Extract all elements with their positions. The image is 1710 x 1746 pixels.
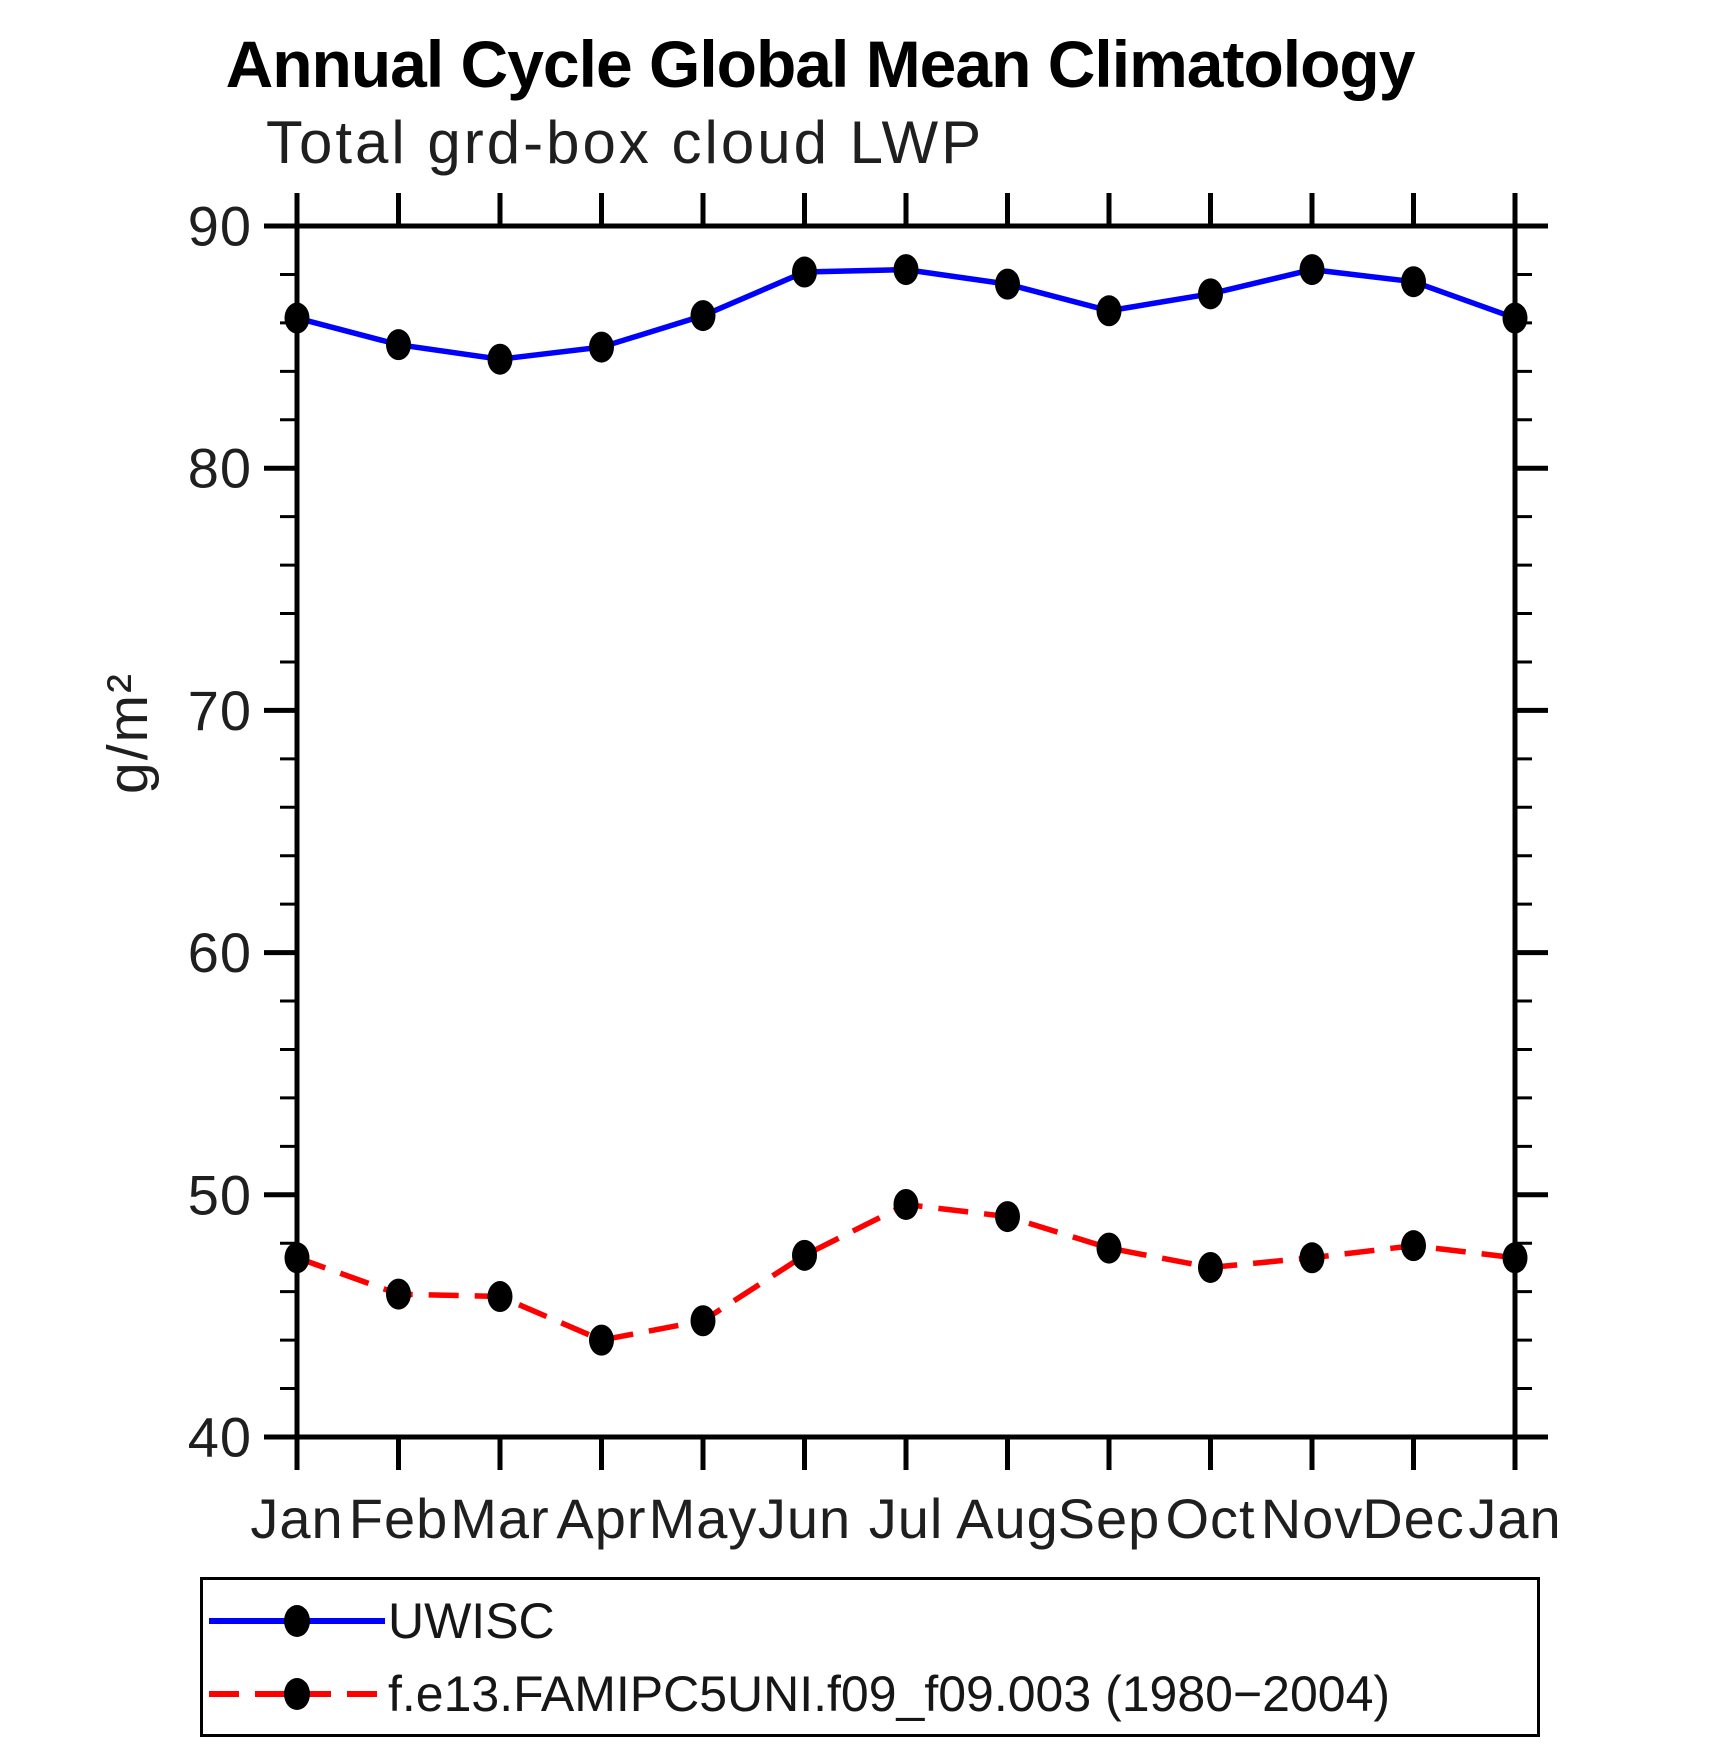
- data-point-marker: [894, 254, 919, 285]
- y-tick-labels: [188, 195, 252, 1469]
- data-point-marker: [285, 1242, 310, 1273]
- legend-entry-model: [203, 1658, 1537, 1730]
- data-point-marker: [792, 1240, 817, 1271]
- axis-frame: [264, 193, 1548, 1470]
- data-point-marker: [1503, 303, 1528, 334]
- data-point-marker: [589, 1325, 614, 1356]
- x-tick-label: Jul: [868, 1487, 944, 1550]
- data-point-marker: [589, 332, 614, 363]
- y-axis-title: g/m²: [96, 672, 160, 794]
- data-point-marker: [792, 257, 817, 288]
- x-tick-label: Nov: [1260, 1487, 1364, 1550]
- x-tick-label: Jun: [757, 1487, 852, 1550]
- chart-subtitle: Total grd-box cloud LWP: [266, 109, 985, 176]
- legend-sample-uwisc: [209, 1604, 385, 1638]
- series-uwisc: [285, 254, 1528, 375]
- data-point-marker: [691, 300, 716, 331]
- legend-label-uwisc: UWISC: [388, 1592, 555, 1649]
- x-tick-label: Apr: [556, 1487, 647, 1550]
- x-tick-label: Jan: [250, 1487, 344, 1550]
- y-tick-label: 80: [187, 436, 252, 500]
- data-point-marker: [1097, 1233, 1122, 1264]
- legend-label-model: f.e13.FAMIPC5UNI.f09_f09.003 (1980−2004): [388, 1665, 1391, 1722]
- legend-box: [200, 1577, 1540, 1737]
- data-point-marker: [691, 1305, 716, 1336]
- data-point-marker: [1401, 1230, 1426, 1261]
- x-tick-labels: [250, 1487, 1561, 1550]
- data-point-marker: [1097, 295, 1122, 326]
- legend-marker-dot-icon: [284, 1605, 310, 1637]
- x-tick-label: Dec: [1362, 1487, 1465, 1550]
- x-tick-label: Feb: [348, 1487, 449, 1550]
- axis-ticks: [264, 193, 1548, 1470]
- legend-marker-dot-icon: [284, 1678, 310, 1710]
- y-tick-label: 70: [187, 678, 252, 742]
- data-point-marker: [894, 1189, 919, 1220]
- data-point-marker: [1300, 254, 1325, 285]
- data-point-marker: [995, 1201, 1020, 1232]
- data-point-marker: [386, 329, 411, 360]
- series-line: [297, 1204, 1515, 1340]
- x-tick-label: May: [648, 1487, 758, 1550]
- x-tick-label: Oct: [1165, 1487, 1256, 1550]
- data-point-marker: [1401, 266, 1426, 297]
- legend-entry-uwisc: [203, 1585, 1537, 1657]
- data-point-marker: [1198, 278, 1223, 309]
- data-point-marker: [488, 344, 513, 375]
- y-tick-label: 50: [187, 1163, 252, 1227]
- data-point-marker: [1503, 1242, 1528, 1273]
- data-point-marker: [488, 1281, 513, 1312]
- data-point-marker: [1198, 1252, 1223, 1283]
- data-point-marker: [995, 269, 1020, 300]
- x-tick-label: Mar: [450, 1487, 550, 1550]
- legend-sample-model: [209, 1677, 385, 1711]
- data-point-marker: [285, 303, 310, 334]
- x-tick-label: Sep: [1057, 1487, 1161, 1550]
- series-model: [285, 1189, 1528, 1356]
- y-tick-label: 60: [187, 921, 252, 985]
- y-tick-label: 90: [187, 194, 252, 258]
- x-tick-label: Jan: [1468, 1487, 1562, 1550]
- y-tick-label: 40: [187, 1405, 252, 1469]
- x-tick-label: Aug: [956, 1487, 1059, 1550]
- chart-title: Annual Cycle Global Mean Climatology: [225, 27, 1415, 101]
- data-point-marker: [1300, 1242, 1325, 1273]
- data-point-marker: [386, 1279, 411, 1310]
